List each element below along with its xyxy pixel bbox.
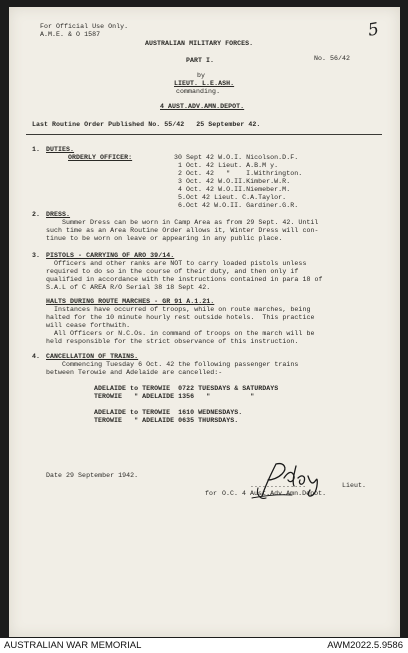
body-line: will cease forthwith. [46,322,131,329]
body-line: Instances have occurred of troops, while on route marches, being [46,306,311,313]
section-number: 1. [32,146,41,153]
section-heading-pistols: PISTOLS - CARRYING OF ARO 39/14. [46,252,175,259]
for-label: for [205,490,218,497]
body-line: required to do so in the course of their duty, and then only if [46,268,299,275]
duty-row: 30 Sept 42 W.O.I. Nicolson.D.F. [174,154,299,161]
archive-name: AUSTRALIAN WAR MEMORIAL [4,640,142,651]
body-line: held responsible for the strict observance of this instruction. [46,338,299,345]
body-line: tinue to be worn on leave or appearing in any public place. [46,235,283,242]
body-line: Commencing Tuesday 6 Oct. 42 the following passenger trains [46,361,299,368]
train-service: TEROWIE " ADELAIDE 0635 THURSDAYS. [94,417,239,424]
section-heading-duties: DUTIES. [46,146,75,153]
duty-row: 4 Oct. 42 W.O.II.Niemeber.M. [174,186,291,193]
archive-footer [0,638,408,653]
body-line: qualified in accordance with the instructions contained in para 18 of [46,276,323,283]
body-line: All Officers or N.C.Os. in command of troops on the march will be [46,330,315,337]
section-number: 4. [32,353,41,360]
body-line: such time as an Area Routine Order allows it, Winter Dress will con- [46,227,319,234]
train-service: ADELAIDE to TEROWIE 1610 WEDNESDAYS. [94,409,243,416]
body-line: S.A.L of C AREA R/O Serial 38 18 Sept 42. [46,284,211,291]
section-heading-dress: DRESS. [46,211,71,218]
body-line: between Terowie and Adelaide are cancelled:- [46,369,223,376]
section-heading-trains: CANCELLATION OF TRAINS. [46,353,139,360]
duty-row: 1 Oct. 42 Lieut. A.B.M y. [174,162,279,169]
order-number: No. 56/42 [314,55,351,62]
reference-code: A.M.E. & O 1587 [40,31,101,38]
signatory-rank: Lieut. [342,482,367,489]
duty-row: 2 Oct. 42 " I.Withrington. [174,170,303,177]
duty-row: 3 Oct. 42 W.O.II.Kimber.W.R. [174,178,291,185]
signatory-unit: O.C. 4 Aust.Adv.Amn.Depot. [222,490,327,497]
body-line: halted for the 10 minute hourly rest outside hotels. This practice [46,314,315,321]
duty-row: 6.Oct 42 W.O.II. Gardiner.G.R. [174,202,299,209]
handwritten-signature [232,458,342,506]
orderly-officer-label: ORDERLY OFFICER: [68,154,133,161]
body-line: Summer Dress can be worn in Camp Area as from 29 Sept. 42. Until [62,219,319,226]
margin-page-number: 5 [366,19,381,41]
commanding-label: commanding. [176,88,221,95]
date-line: Date 29 September 1942. [46,472,139,479]
header-divider [26,134,382,135]
train-service: ADELAIDE to TEROWIE 0722 TUESDAYS & SATURDAYS [94,385,279,392]
section-heading-halts: HALTS DURING ROUTE MARCHES - GR 91 A.1.21. [46,298,215,305]
archive-reference: AWM2022.5.9586 [327,640,403,651]
last-routine-order: Last Routine Order Published No. 55/42 25 September 42. [32,121,261,128]
section-number: 3. [32,252,41,259]
train-service: TEROWIE " ADELAIDE 1356 " " [94,393,255,400]
signature-dotted-line: .............. [250,482,307,489]
by-label: by [197,72,206,79]
unit-name: 4 AUST.ADV.AMN.DEPOT. [160,103,245,110]
duty-row: 5.Oct 42 Lieut. C.A.Taylor. [174,194,287,201]
body-line: Officers and other ranks are NOT to carry loaded pistols unless [46,260,307,267]
section-number: 2. [32,211,41,218]
part-label: PART I. [186,57,215,64]
document-title: AUSTRALIAN MILITARY FORCES. [145,40,254,47]
official-use-note: For Official Use Only. [40,23,129,30]
commander-name: LIEUT. L.E.ASH. [174,80,235,87]
